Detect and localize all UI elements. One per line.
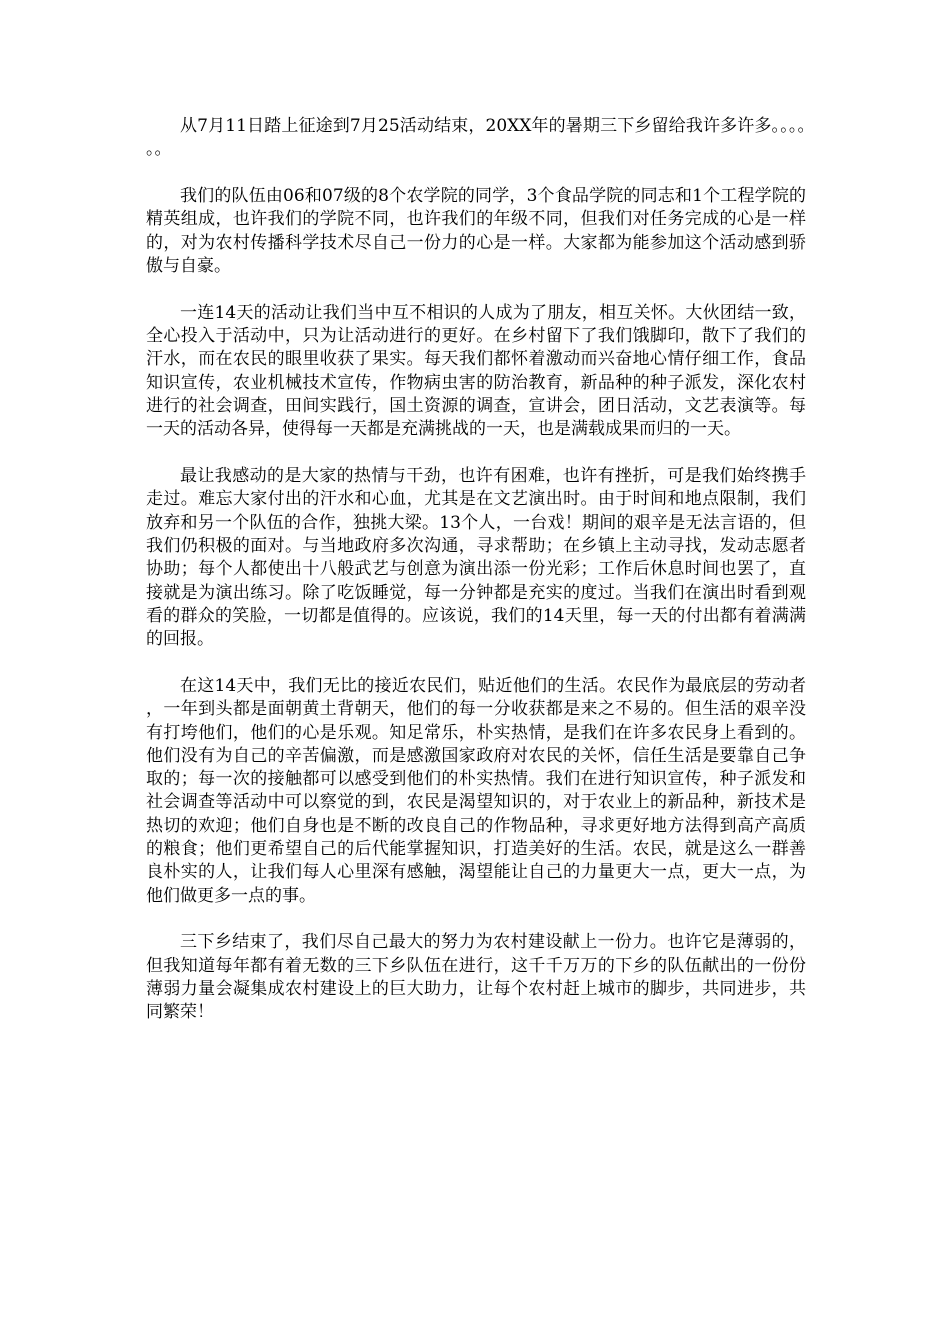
paragraph-5: 在这14天中，我们无比的接近农民们，贴近他们的生活。农民作为最底层的劳动者，一年到头都是面朝黄土背朝天，他们的每一分收获都是来之不易的。但生活的艰辛没有打垮他们，他们的心是乐观。知足常乐，朴实热情，是我们在许多农民身上看到的。他们没有为自己的辛苦偏激，而是感激国家政府对农民的关怀，信任生活是要靠自己争取的；每一次的接触都可以感受到他们的朴实热情。我们在进行知识宣传，种子派发和社会调查等活动中可以察觉的到，农民是渴望知识的，对于农业上的新品种，新技术是热切的欢迎；他们自身也是不断的改良自己的作物品种，寻求更好地方法得到高产高质的粮食；他们更希望自己的后代能掌握知识，打造美好的生活。农民，就是这么一群善良朴实的人，让我们每人心里深有感触，渴望能让自己的力量更大一点，更大一点，为他们做更多一点的事。 (146, 675, 806, 906)
paragraph-4: 最让我感动的是大家的热情与干劲，也许有困难，也许有挫折，可是我们始终携手走过。难忘大家付出的汗水和心血，尤其是在文艺演出时。由于时间和地点限制，我们放弃和另一个队伍的合作，独挑大梁。13个人，一台戏！期间的艰辛是无法言语的，但我们仍积极的面对。与当地政府多次沟通，寻求帮助；在乡镇上主动寻找，发动志愿者协助；每个人都使出十八般武艺与创意为演出添一份光彩；工作后休息时间也罢了，直接就是为演出练习。除了吃饭睡觉，每一分钟都是充实的度过。当我们在演出时看到观看的群众的笑脸，一切都是值得的。应该说，我们的14天里，每一天的付出都有着满满的回报。 (146, 466, 806, 650)
paragraph-6: 三下乡结束了，我们尽自己最大的努力为农村建设献上一份力。也许它是薄弱的，但我知道每年都有着无数的三下乡队伍在进行，这千千万万的下乡的队伍献出的一份份薄弱力量会凝集成农村建设上的巨大助力，让每个农村赶上城市的脚步，共同进步，共同繁荣！ (146, 932, 806, 1023)
paragraph-1: 从7月11日踏上征途到7月25活动结束，20XX年的暑期三下乡留给我许多许多。。。。。。 (146, 116, 806, 160)
paragraph-3: 一连14天的活动让我们当中互不相识的人成为了朋友，相互关怀。大伙团结一致，全心投入于活动中，只为让活动进行的更好。在乡村留下了我们饿脚印，散下了我们的汗水，而在农民的眼里收获了果实。每天我们都怀着激动而兴奋地心情仔细工作，食品知识宣传，农业机械技术宣传，作物病虫害的防治教育，新品种的种子派发，深化农村进行的社会调查，田间实践行，国土资源的调查，宣讲会，团日活动，文艺表演等。每一天的活动各异，使得每一天都是充满挑战的一天，也是满载成果而归的一天。 (146, 302, 806, 440)
document-body (146, 115, 806, 1025)
paragraph-2: 我们的队伍由06和07级的8个农学院的同学，3个食品学院的同志和1个工程学院的精英组成，也许我们的学院不同，也许我们的年级不同，但我们对任务完成的心是一样的，对为农村传播科学技术尽自己一份力的心是一样。大家都为能参加这个活动感到骄傲与自豪。 (146, 186, 806, 276)
